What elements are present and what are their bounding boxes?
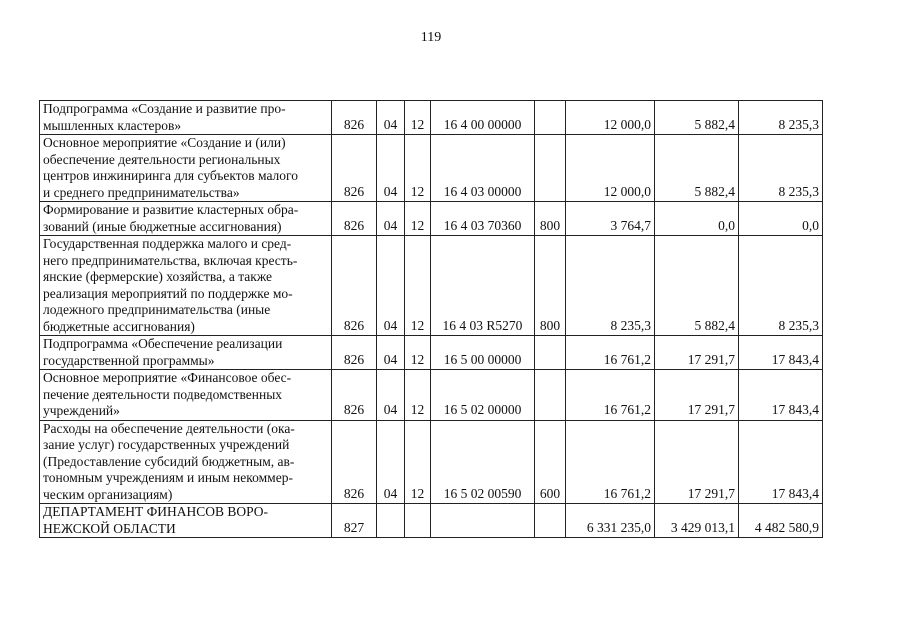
item-name-line: центров инжиниринга для субъектов малого [43,168,298,183]
cell-amount-1: 3 764,7 [566,202,655,236]
table-row [40,236,823,336]
cell-target-item: 16 4 03 R5270 [431,236,535,336]
cell-expense-type: 600 [535,420,566,504]
cell-amount-3: 17 843,4 [739,336,823,370]
cell-amount-1: 8 235,3 [566,236,655,336]
item-name-line: обеспечение деятельности региональных [43,151,281,167]
table-row [40,420,823,504]
cell-expense-type [535,135,566,202]
cell-target-item: 16 4 00 00000 [431,101,535,135]
cell-item-name [40,336,332,370]
item-name-line: НЕЖСКОЙ ОБЛАСТИ [43,520,176,536]
cell-section: 04 [377,336,405,370]
cell-amount-2: 3 429 013,1 [655,504,739,538]
cell-subsection: 12 [405,370,431,421]
table-row [40,101,823,135]
cell-subsection: 12 [405,420,431,504]
item-name-line: янские (фермерские) хозяйства, а также [43,269,272,284]
item-name-line: реализация мероприятий по поддержке мо- [43,285,293,301]
cell-grbs: 826 [332,236,377,336]
item-name-line: государственной программы» [43,352,215,368]
cell-amount-3: 8 235,3 [739,101,823,135]
item-name-line: бюджетные ассигнования) [43,318,195,334]
cell-grbs: 827 [332,504,377,538]
cell-item-name [40,420,332,504]
cell-section: 04 [377,202,405,236]
cell-target-item: 16 5 00 00000 [431,336,535,370]
cell-item-name [40,504,332,538]
item-name-line: Формирование и развитие кластерных обра- [43,202,299,217]
cell-amount-2: 0,0 [655,202,739,236]
cell-target-item [431,504,535,538]
item-name-line: тономным учреждениям и иным некоммер- [43,470,293,485]
cell-amount-3: 17 843,4 [739,420,823,504]
cell-amount-3: 8 235,3 [739,236,823,336]
cell-expense-type [535,101,566,135]
table-row [40,336,823,370]
cell-section [377,504,405,538]
cell-target-item: 16 5 02 00590 [431,420,535,504]
page-number: 119 [420,30,442,45]
item-name-line: Государственная поддержка малого и сред- [43,236,292,251]
item-name-line: Подпрограмма «Обеспечение реализации [43,336,283,351]
cell-section: 04 [377,236,405,336]
table-row [40,202,823,236]
cell-amount-1: 16 761,2 [566,336,655,370]
table-row [40,135,823,202]
cell-amount-1: 16 761,2 [566,370,655,421]
table-row [40,504,823,538]
cell-grbs: 826 [332,370,377,421]
item-name-line: (Предоставление субсидий бюджетным, ав- [43,453,295,469]
cell-target-item: 16 5 02 00000 [431,370,535,421]
cell-amount-2: 5 882,4 [655,135,739,202]
item-name-line: учреждений» [43,403,120,418]
item-name-line: ДЕПАРТАМЕНТ ФИНАНСОВ ВОРО- [43,504,269,519]
cell-amount-2: 17 291,7 [655,336,739,370]
cell-grbs: 826 [332,101,377,135]
table-row [40,370,823,421]
cell-grbs: 826 [332,202,377,236]
item-name-line: Основное мероприятие «Финансовое обес- [43,370,292,385]
cell-amount-1: 12 000,0 [566,101,655,135]
cell-amount-3: 8 235,3 [739,135,823,202]
cell-target-item: 16 4 03 00000 [431,135,535,202]
item-name-line: Расходы на обеспечение деятельности (ока- [43,420,295,436]
cell-amount-3: 4 482 580,9 [739,504,823,538]
cell-amount-2: 17 291,7 [655,420,739,504]
item-name-line: зований (иные бюджетные ассигнования) [43,218,282,234]
cell-item-name [40,202,332,236]
cell-amount-3: 0,0 [739,202,823,236]
cell-section: 04 [377,135,405,202]
cell-subsection: 12 [405,202,431,236]
item-name-line: мышленных кластеров» [43,117,182,133]
item-name-line: и среднего предпринимательства» [43,184,240,200]
cell-expense-type: 800 [535,202,566,236]
cell-expense-type [535,370,566,421]
cell-section: 04 [377,101,405,135]
cell-grbs: 826 [332,420,377,504]
cell-subsection: 12 [405,336,431,370]
item-name-line: Подпрограмма «Создание и развитие про- [43,101,286,116]
cell-expense-type [535,336,566,370]
cell-amount-2: 5 882,4 [655,101,739,135]
cell-expense-type [535,504,566,538]
table-body [40,101,823,538]
cell-item-name [40,236,332,336]
cell-grbs: 826 [332,336,377,370]
cell-amount-1: 12 000,0 [566,135,655,202]
cell-expense-type: 800 [535,236,566,336]
cell-subsection: 12 [405,101,431,135]
cell-subsection: 12 [405,236,431,336]
cell-item-name [40,101,332,135]
cell-target-item: 16 4 03 70360 [431,202,535,236]
item-name-line: него предпринимательства, включая кресть- [43,252,298,268]
cell-amount-1: 6 331 235,0 [566,504,655,538]
item-name-line: ческим организациям) [43,486,173,502]
cell-subsection: 12 [405,135,431,202]
item-name-line: зание услуг) государственных учреждений [43,437,290,452]
cell-grbs: 826 [332,135,377,202]
item-name-line: Основное мероприятие «Создание и (или) [43,135,286,150]
budget-table [39,100,823,538]
cell-amount-2: 5 882,4 [655,236,739,336]
cell-section: 04 [377,370,405,421]
item-name-line: лодежного предпринимательства (иные [43,302,271,317]
cell-amount-1: 16 761,2 [566,420,655,504]
cell-section: 04 [377,420,405,504]
cell-amount-2: 17 291,7 [655,370,739,421]
cell-item-name [40,370,332,421]
cell-item-name [40,135,332,202]
cell-subsection [405,504,431,538]
item-name-line: печение деятельности подведомственных [43,386,283,402]
cell-amount-3: 17 843,4 [739,370,823,421]
